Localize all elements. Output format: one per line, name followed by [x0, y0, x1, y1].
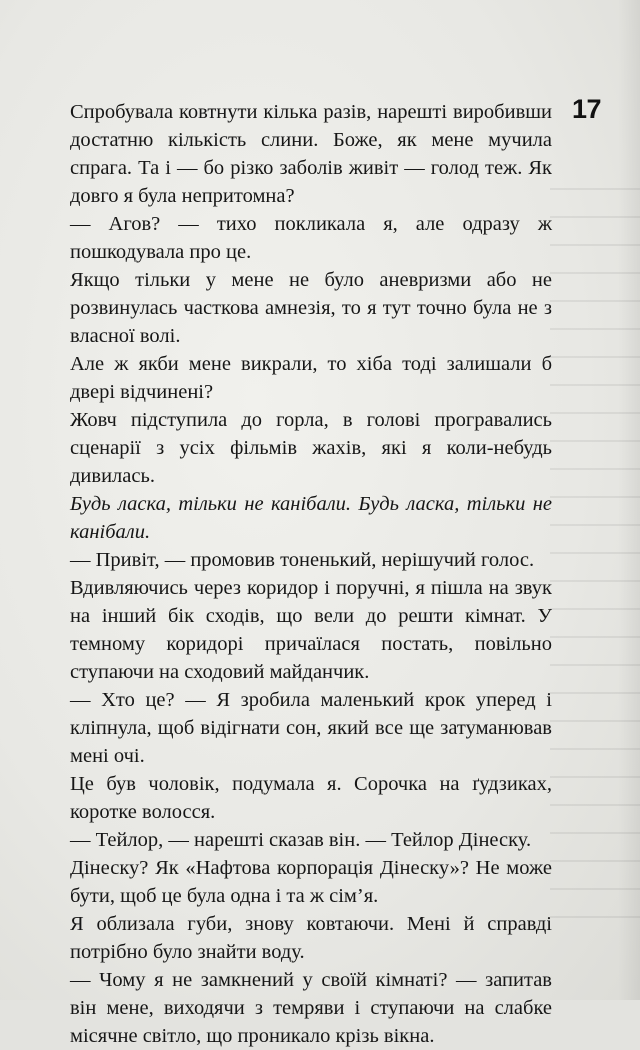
paragraph: — Хто це? — Я зробила маленький крок уперед і кліпнула, щоб відігнати сон, який все ще затуманював мені очі. [70, 689, 552, 767]
paragraph: Якщо тільки у мене не було аневризми або не розвинулась часткова амнезія, то я тут точно була не з власної волі. [70, 269, 552, 347]
paragraph: Вдивляючись через коридор і поручні, я пішла на звук на інший бік сходів, що вели до решти кімнат. У темному коридорі причаїлася постать, повільно ступаючи на сходовий майданчик. [70, 577, 552, 683]
paragraph-italic: Будь ласка, тільки не канібали. Будь ласка, тільки не канібали. [70, 493, 552, 543]
paragraph: — Привіт, — промовив тоненький, нерішучий голос. [70, 549, 535, 571]
paragraph: — Чому я не замкнений у своїй кімнаті? — запитав він мене, виходячи з темряви і ступаючи на слабке місячне світло, що проникало крізь вікна. [70, 969, 552, 1047]
paragraph: Я облизала губи, знову ковтаючи. Мені й справді потрібно було знайти воду. [70, 913, 552, 963]
paragraph: Жовч підступила до горла, в голові програвались сценарії з усіх фільмів жахів, які я коли-небудь дивилась. [70, 409, 552, 487]
page-number: 17 [572, 94, 602, 124]
paragraph: Спробувала ковтнути кілька разів, нарешті виробивши достатню кількість слини. Боже, як мене мучила спрага. Та і — бо різко заболів живіт — голод теж. Як довго я була непритомна? [70, 101, 552, 207]
body-text [70, 98, 552, 1050]
paragraph: Дінеску? Як «Нафтова корпорація Дінеску»? Не може бути, щоб це була одна і та ж сім’я. [70, 857, 552, 907]
show-through-text [550, 170, 640, 930]
paragraph: — Агов? — тихо покликала я, але одразу ж пошкодувала про це. [70, 213, 552, 263]
paragraph: — Тейлор, — нарешті сказав він. — Тейлор Дінеску. [70, 829, 532, 851]
paragraph: Але ж якби мене викрали, то хіба тоді залишали б двері відчинені? [70, 353, 552, 403]
paragraph: Це був чоловік, подумала я. Сорочка на ґудзиках, коротке волосся. [70, 773, 552, 823]
